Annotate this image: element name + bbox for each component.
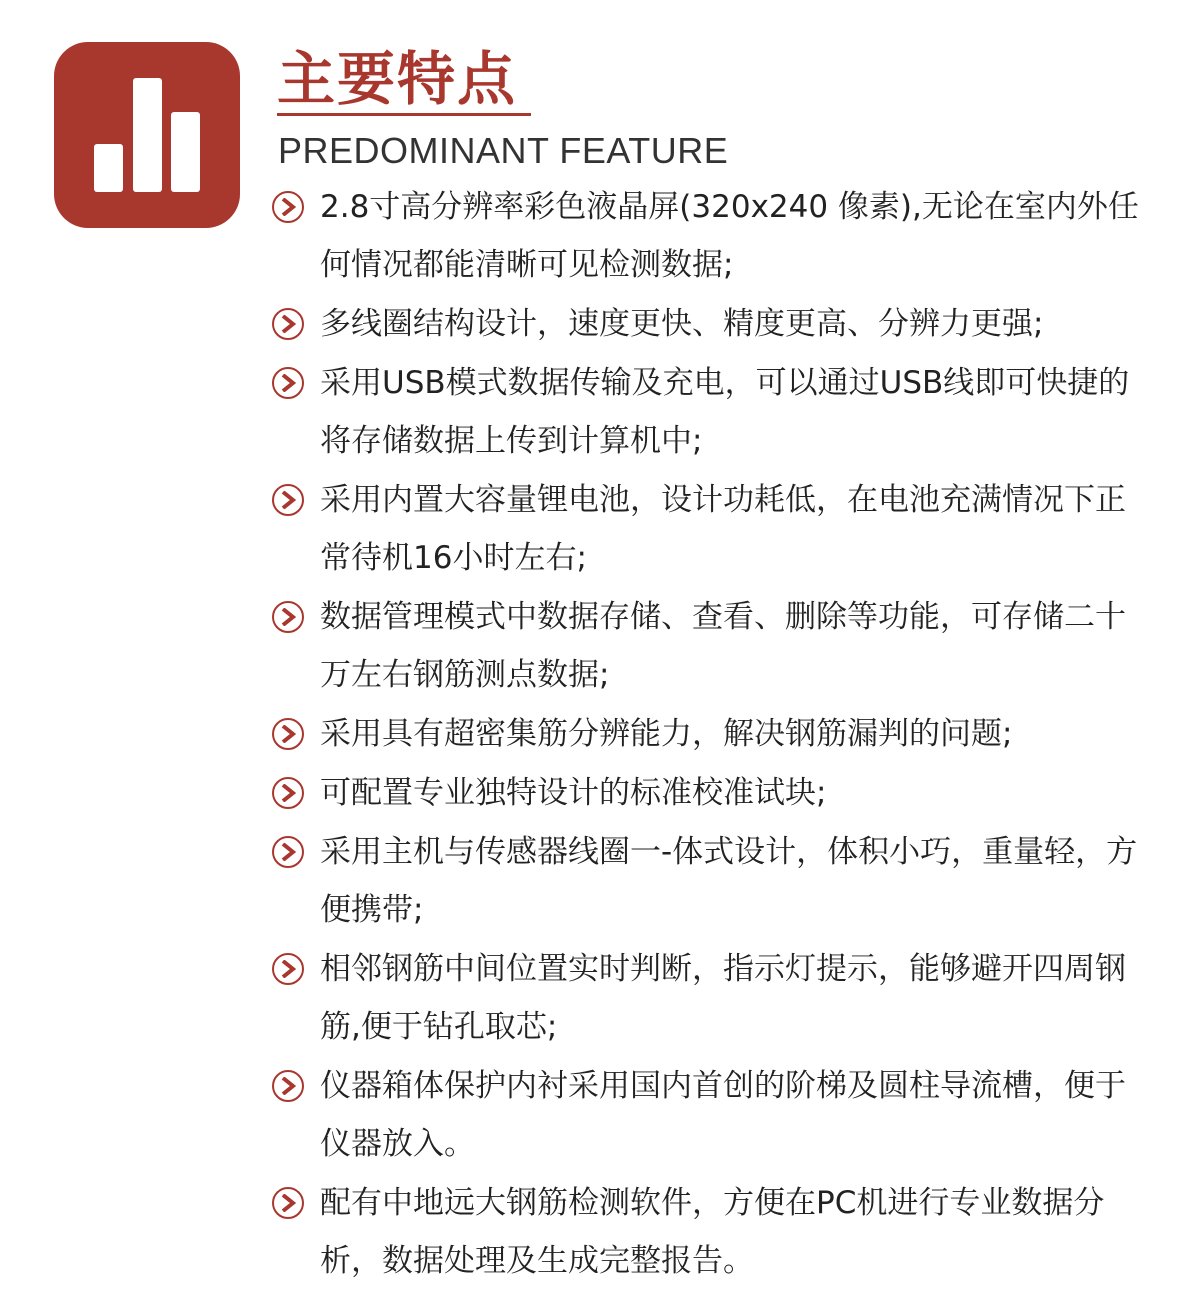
- chevron-right-circle-icon: [272, 836, 304, 868]
- feature-text: 配有中地远大钢筋检测软件，方便在PC机进行专业数据分析，数据处理及生成完整报告。: [320, 1185, 1105, 1279]
- feature-item: [272, 1174, 1152, 1290]
- feature-text: 采用内置大容量锂电池，设计功耗低，在电池充满情况下正常待机16小时左右;: [320, 482, 1126, 576]
- feature-item: [272, 705, 1152, 763]
- feature-item: [272, 354, 1152, 470]
- feature-text: 相邻钢筋中间位置实时判断，指示灯提示，能够避开四周钢筋,便于钻孔取芯;: [320, 951, 1126, 1045]
- feature-text: 采用主机与传感器线圈一-体式设计，体积小巧，重量轻，方便携带;: [320, 834, 1138, 928]
- chevron-right-circle-icon: [272, 484, 304, 516]
- feature-item: [272, 940, 1152, 1056]
- chevron-right-circle-icon: [272, 367, 304, 399]
- feature-item: [272, 764, 1152, 822]
- chevron-right-circle-icon: [272, 191, 304, 223]
- feature-text: 多线圈结构设计，速度更快、精度更高、分辨力更强;: [320, 306, 1044, 342]
- feature-text: 采用USB模式数据传输及充电，可以通过USB线即可快捷的将存储数据上传到计算机中;: [320, 365, 1130, 459]
- chevron-right-circle-icon: [272, 1070, 304, 1102]
- chevron-right-circle-icon: [272, 718, 304, 750]
- feature-text: 可配置专业独特设计的标准校准试块;: [320, 775, 827, 811]
- feature-item: [272, 823, 1152, 939]
- feature-text: 2.8寸高分辨率彩色液晶屏(320x240 像素),无论在室内外任何情况都能清晰可见检测数据;: [320, 189, 1139, 283]
- feature-item: [272, 1057, 1152, 1173]
- page-title: 主要特点: [277, 45, 518, 113]
- chevron-right-circle-icon: [272, 953, 304, 985]
- feature-item: [272, 471, 1152, 587]
- chevron-right-circle-icon: [272, 308, 304, 340]
- chart-bar: [94, 144, 123, 192]
- feature-list: [272, 178, 1152, 1290]
- chevron-right-circle-icon: [272, 1187, 304, 1219]
- feature-text: 仪器箱体保护内衬采用国内首创的阶梯及圆柱导流槽，便于仪器放入。: [320, 1068, 1126, 1162]
- feature-text: 采用具有超密集筋分辨能力，解决钢筋漏判的问题;: [320, 716, 1013, 752]
- feature-item: [272, 178, 1152, 294]
- chart-bar: [133, 78, 162, 192]
- page-subtitle: PREDOMINANT FEATURE: [278, 130, 729, 171]
- chart-bar: [171, 112, 200, 192]
- chevron-right-circle-icon: [272, 777, 304, 809]
- feature-item: [272, 588, 1152, 704]
- title-underline: [277, 113, 531, 116]
- chevron-right-circle-icon: [272, 601, 304, 633]
- bar-chart-icon: [54, 42, 240, 228]
- feature-text: 数据管理模式中数据存储、查看、删除等功能，可存储二十 万左右钢筋测点数据;: [320, 599, 1126, 693]
- feature-item: [272, 295, 1152, 353]
